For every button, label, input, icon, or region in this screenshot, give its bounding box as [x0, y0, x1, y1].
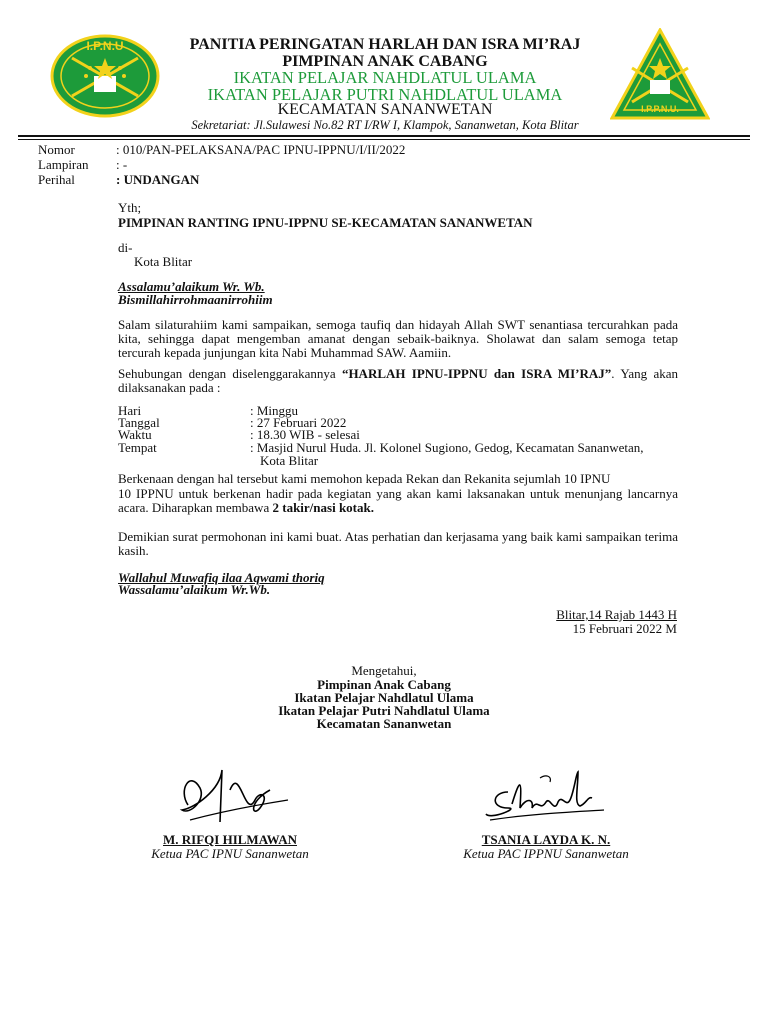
nomor-value: : 010/PAN-PELAKSANA/PAC IPNU-IPPNU/I/II/2022 — [116, 142, 406, 157]
paragraph-3-bold: 2 takir/nasi kotak. — [272, 500, 374, 515]
date-hijri-text: Blitar,14 Rajab 1443 H — [556, 607, 677, 622]
wassalam: Wassalamu’alaikum Wr.Wb. — [118, 582, 271, 597]
recipient-place: Kota Blitar — [134, 254, 193, 269]
paragraph-2-after: . Yang akan dilaksanakan pada : — [118, 366, 679, 395]
signatory-2-name: TSANIA LAYDA K. N. — [481, 832, 611, 847]
schedule-tanggal-label: Tanggal — [118, 415, 160, 430]
ippnu-logo — [610, 28, 710, 120]
lampiran-value: : - — [116, 157, 128, 172]
signatory-1-role: Ketua PAC IPNU Sananwetan — [151, 846, 309, 861]
approval-org3: Ikatan Pelajar Putri Nahdlatul Ulama — [278, 703, 490, 718]
mengetahui: Mengetahui, — [351, 663, 417, 678]
salam: Assalamu’alaikum Wr. Wb. — [118, 279, 265, 294]
letterhead-line4: IKATAN PELAJAR PUTRI NAHDLATUL ULAMA — [207, 85, 563, 104]
ipnu-logo — [50, 34, 160, 118]
signatory-1-name: M. RIFQI HILMAWAN — [163, 832, 297, 847]
recipient-name: PIMPINAN RANTING IPNU-IPPNU SE-KECAMATAN SANANWETAN — [118, 215, 533, 230]
schedule-tanggal-value: : 27 Februari 2022 — [250, 415, 347, 430]
ipnu-logo-text: I.P.N.U — [86, 39, 124, 53]
ippnu-logo-text: I.P.P.N.U. — [641, 104, 679, 114]
schedule-waktu-label: Waktu — [118, 427, 152, 442]
letterhead-line5: KECAMATAN SANANWETAN — [277, 101, 493, 118]
schedule-hari-value: : Minggu — [250, 403, 299, 418]
approval-org1: Pimpinan Anak Cabang — [317, 677, 451, 692]
letterhead-line3: IKATAN PELAJAR NAHDLATUL ULAMA — [233, 68, 537, 87]
perihal-label: Perihal — [38, 172, 75, 187]
schedule-waktu-value: : 18.30 WIB - selesai — [250, 427, 360, 442]
perihal-value: : UNDANGAN — [116, 172, 200, 187]
paragraph-1: Salam silaturahiim kami sampaikan, semoga taufiq dan hidayah Allah SWT senantiasa tercurahkan pada kita, sehingga dapat mengemban amanat dengan sebaik-baiknya. Sholawat dan salam semoga tetap tercurah kepada junjungan kita Nabi Muhammad SAW. Aamiin. — [118, 317, 678, 360]
paragraph-2 — [118, 367, 678, 395]
bismillah: Bismillahirrohmaanirrohiim — [118, 292, 273, 307]
paragraph-4: Demikian surat permohonan ini kami buat. Atas perhatian dan kerjasama yang baik kami sampaikan terima kasih. — [118, 529, 678, 558]
signature-right — [480, 768, 610, 830]
paragraph-3-line1: Berkenaan dengan hal tersebut kami memohon kepada Rekan dan Rekanita sejumlah 10 IPNU — [118, 471, 611, 486]
wallahul: Wallahul Muwafiq ilaa Aqwami thoriq — [118, 570, 325, 585]
date-masehi: 15 Februari 2022 M — [572, 621, 677, 636]
paragraph-2-event: “HARLAH IPNU-IPPNU dan ISRA MI’RAJ” — [341, 366, 612, 381]
letterhead-address: Sekretariat: Jl.Sulawesi No.82 RT I/RW I, Klampok, Sananwetan, Kota Blitar — [191, 118, 579, 132]
approval-org4: Kecamatan Sananwetan — [316, 716, 452, 731]
signature-left — [160, 760, 300, 830]
letterhead-line2: PIMPINAN ANAK CABANG — [282, 53, 488, 70]
paragraph-3 — [118, 487, 678, 515]
approval-org2: Ikatan Pelajar Nahdlatul Ulama — [294, 690, 474, 705]
header-rule — [18, 135, 750, 137]
schedule-tempat-label: Tempat — [118, 440, 157, 455]
yth: Yth; — [118, 200, 142, 215]
header-rule-thin — [18, 139, 750, 140]
letterhead-line1: PANITIA PERINGATAN HARLAH DAN ISRA MI’RAJ — [189, 36, 581, 53]
schedule-tempat-value: : Masjid Nurul Huda. Jl. Kolonel Sugiono, Gedog, Kecamatan Sananwetan, — [250, 440, 644, 455]
paragraph-2-before: Sehubungan dengan diselenggarakannya — [118, 366, 342, 381]
paragraph-3-line2: 10 IPPNU untuk berkenan hadir pada kegiatan yang akan kami laksanakan untuk menunjang lancarnya acara. Diharapkan membawa — [118, 486, 678, 515]
schedule-tempat-value-2: Kota Blitar — [260, 453, 319, 468]
nomor-label: Nomor — [38, 142, 75, 157]
recipient-di: di- — [118, 240, 133, 255]
signatory-2-role: Ketua PAC IPPNU Sananwetan — [463, 846, 629, 861]
lampiran-label: Lampiran — [38, 157, 89, 172]
schedule-hari-label: Hari — [118, 403, 142, 418]
